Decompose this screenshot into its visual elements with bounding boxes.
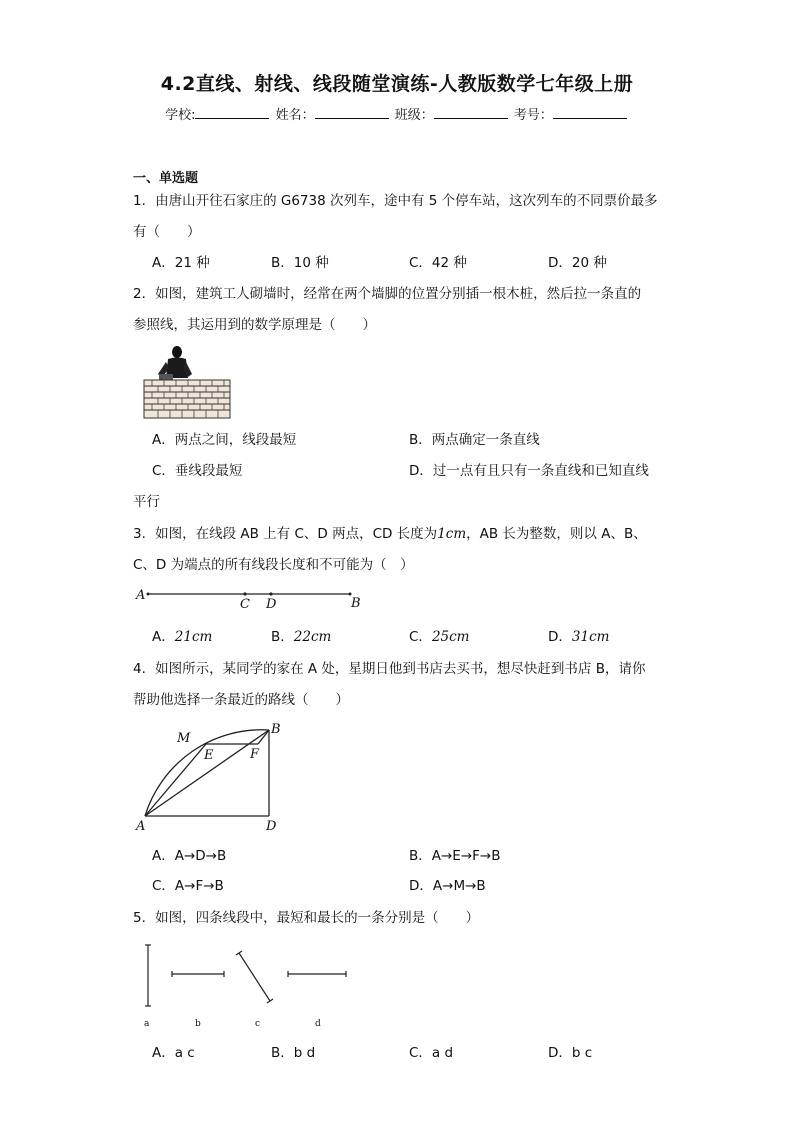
- q1-option-a[interactable]: A．21 种: [152, 255, 210, 271]
- segment-c-label: c: [255, 1019, 261, 1029]
- q3-option-d[interactable]: D．31cm: [548, 629, 610, 645]
- q2-option-b[interactable]: B．两点确定一条直线: [409, 432, 540, 448]
- point-a-label-q4: A: [136, 819, 146, 834]
- q5-option-b[interactable]: B．b d: [271, 1045, 316, 1061]
- class-label: 班级：: [394, 108, 434, 123]
- segment-abcd-figure: [134, 585, 364, 613]
- q3-option-c[interactable]: C．25cm: [409, 629, 470, 645]
- point-d-label-q4: D: [266, 819, 277, 834]
- point-d-label: D: [266, 597, 277, 612]
- q2-text-line1: 2．如图，建筑工人砌墙时，经常在两个墙脚的位置分别插一根木桩，然后拉一条直的: [133, 286, 642, 302]
- bricklayer-figure: [142, 344, 234, 420]
- q4-text-line2: 帮助他选择一条最近的路线（ ）: [133, 692, 349, 708]
- q1-option-b[interactable]: B．10 种: [271, 255, 329, 271]
- q4-option-c[interactable]: C．A→F→B: [152, 878, 224, 894]
- q2-option-a[interactable]: A．两点之间，线段最短: [152, 432, 297, 448]
- q3-option-a[interactable]: A．21cm: [152, 629, 213, 645]
- segment-a-label: a: [144, 1019, 150, 1029]
- school-label: 学校:: [165, 108, 196, 123]
- q4-option-d[interactable]: D．A→M→B: [409, 878, 486, 894]
- segment-c: [239, 953, 270, 1001]
- q2-option-d-continued: 平行: [133, 494, 160, 510]
- point-b-label-q4: B: [271, 722, 281, 737]
- q1-text-line1: 1．由唐山开往石家庄的 G6738 次列车，途中有 5 个停车站，这次列车的不同票价最多: [133, 193, 658, 209]
- section-title: 一、单选题: [133, 171, 199, 186]
- q5-text-line1: 5．如图，四条线段中，最短和最长的一条分别是（ ）: [133, 910, 480, 926]
- four-segments-figure: [138, 940, 358, 1032]
- q3-text-line1: 3．如图，在线段 AB 上有 C、D 两点，CD 长度为1cm，AB 长为整数，则以 A、B、: [133, 526, 647, 542]
- q5-option-a[interactable]: A．a c: [152, 1045, 195, 1061]
- q3-text-line2: C、D 为端点的所有线段长度和不可能为（ ）: [133, 557, 414, 573]
- name-label: 姓名：: [275, 108, 315, 123]
- q1-option-c[interactable]: C．42 种: [409, 255, 467, 271]
- point-e-label: E: [204, 748, 214, 763]
- q5-option-d[interactable]: D．b c: [548, 1045, 593, 1061]
- segment-b-label: b: [195, 1019, 201, 1029]
- point-b-label: B: [351, 596, 361, 611]
- point-f-label: F: [250, 747, 260, 762]
- q2-option-c[interactable]: C．垂线段最短: [152, 463, 243, 479]
- q1-option-d[interactable]: D．20 种: [548, 255, 607, 271]
- page-title: 4.2直线、射线、线段随堂演练-人教版数学七年级上册: [160, 73, 634, 95]
- q4-text-line1: 4．如图所示，某同学的家在 A 处，星期日他到书店去买书，想尽快赶到书店 B，请你: [133, 661, 646, 677]
- q2-option-d[interactable]: D．过一点有且只有一条直线和已知直线: [409, 463, 649, 479]
- segment-d-label: d: [315, 1019, 321, 1029]
- route-figure: [134, 720, 284, 835]
- q5-option-c[interactable]: C．a d: [409, 1045, 454, 1061]
- number-label: 考号：: [513, 108, 553, 123]
- q4-option-b[interactable]: B．A→E→F→B: [409, 848, 501, 864]
- name-blank[interactable]: [315, 106, 389, 119]
- q1-text-line2: 有（ ）: [133, 224, 201, 240]
- class-blank[interactable]: [434, 106, 508, 119]
- point-c-label: C: [240, 597, 250, 612]
- point-a-label: A: [136, 588, 146, 603]
- student-info-row: [0, 104, 794, 123]
- q4-option-a[interactable]: A．A→D→B: [152, 848, 227, 864]
- number-blank[interactable]: [553, 106, 627, 119]
- school-blank[interactable]: [195, 106, 269, 119]
- q2-text-line2: 参照线，其运用到的数学原理是（ ）: [133, 317, 376, 333]
- q3-option-b[interactable]: B．22cm: [271, 629, 332, 645]
- point-m-label: M: [177, 731, 191, 746]
